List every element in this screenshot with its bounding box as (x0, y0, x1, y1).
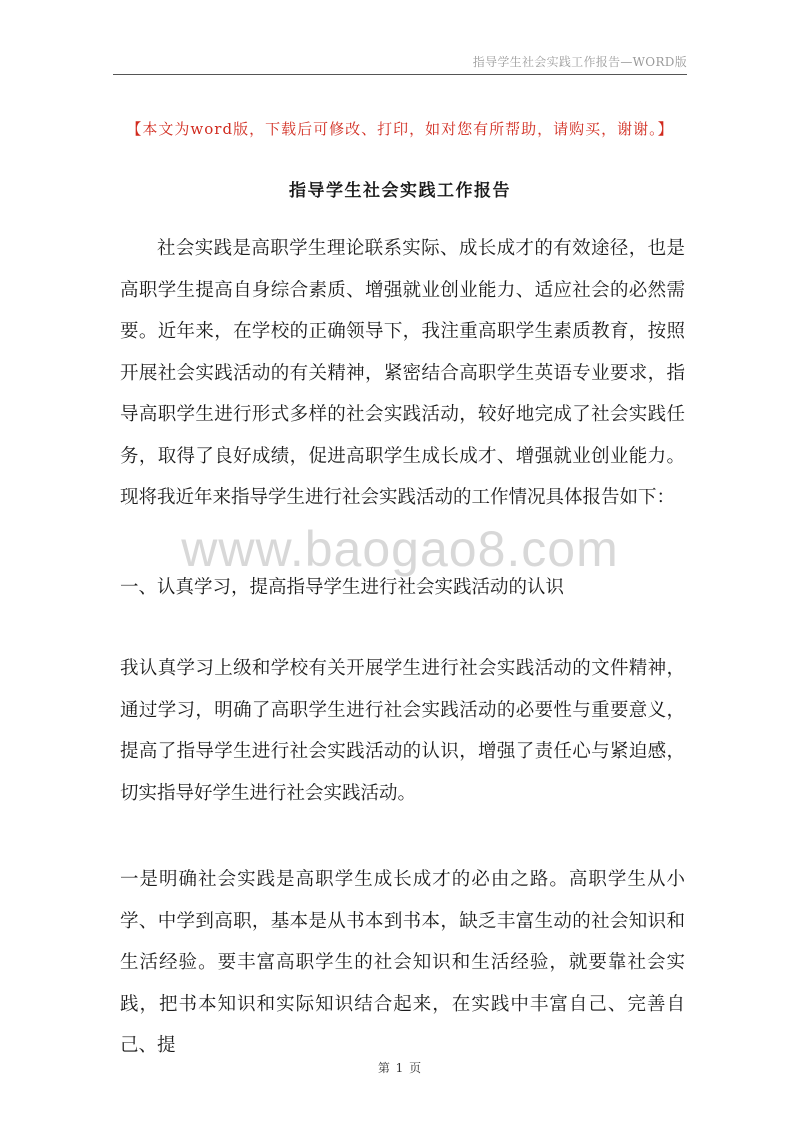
download-notice: 【本文为word版，下载后可修改、打印，如对您有所帮助，请购买，谢谢。】 (126, 120, 674, 138)
running-header: 指导学生社会实践工作报告—WORD版 (472, 55, 687, 69)
body-paragraph: 我认真学习上级和学校有关开展学生进行社会实践活动的文件精神，通过学习，明确了高职学生进行社会实践活动的必要性与重要意义，提高了指导学生进行社会实践活动的认识，增强了责任心与紧迫感，切实指导好学生进行社会实践活动。 (120, 658, 685, 804)
site-watermark: www.baogao8.com (181, 521, 619, 577)
document-title: 指导学生社会实践工作报告 (289, 181, 511, 201)
header-divider (113, 74, 687, 75)
section-heading: 一、认真学习，提高指导学生进行社会实践活动的认识 (120, 577, 565, 598)
body-paragraph: 一是明确社会实践是高职学生成长成才的必由之路。高职学生从小学、中学到高职，基本是从书本到书本，缺乏丰富生动的社会知识和生活经验。要丰富高职学生的社会知识和生活经验，就要靠社会实践，把书本知识和实际知识结合起来，在实践中丰富自己、完善自己、提 (120, 869, 685, 1056)
page-number: 第 1 页 (377, 1061, 423, 1075)
intro-paragraph: 社会实践是高职学生理论联系实际、成长成才的有效途径，也是高职学生提高自身综合素质、增强就业创业能力、适应社会的必然需要。近年来，在学校的正确领导下，我注重高职学生素质教育，按照开展社会实践活动的有关精神，紧密结合高职学生英语专业要求，指导高职学生进行形式多样的社会实践活动，较好地完成了社会实践任务，取得了良好成绩，促进高职学生成长成才、增强就业创业能力。现将我近年来指导学生进行社会实践活动的工作情况具体报告如下： (120, 238, 685, 508)
